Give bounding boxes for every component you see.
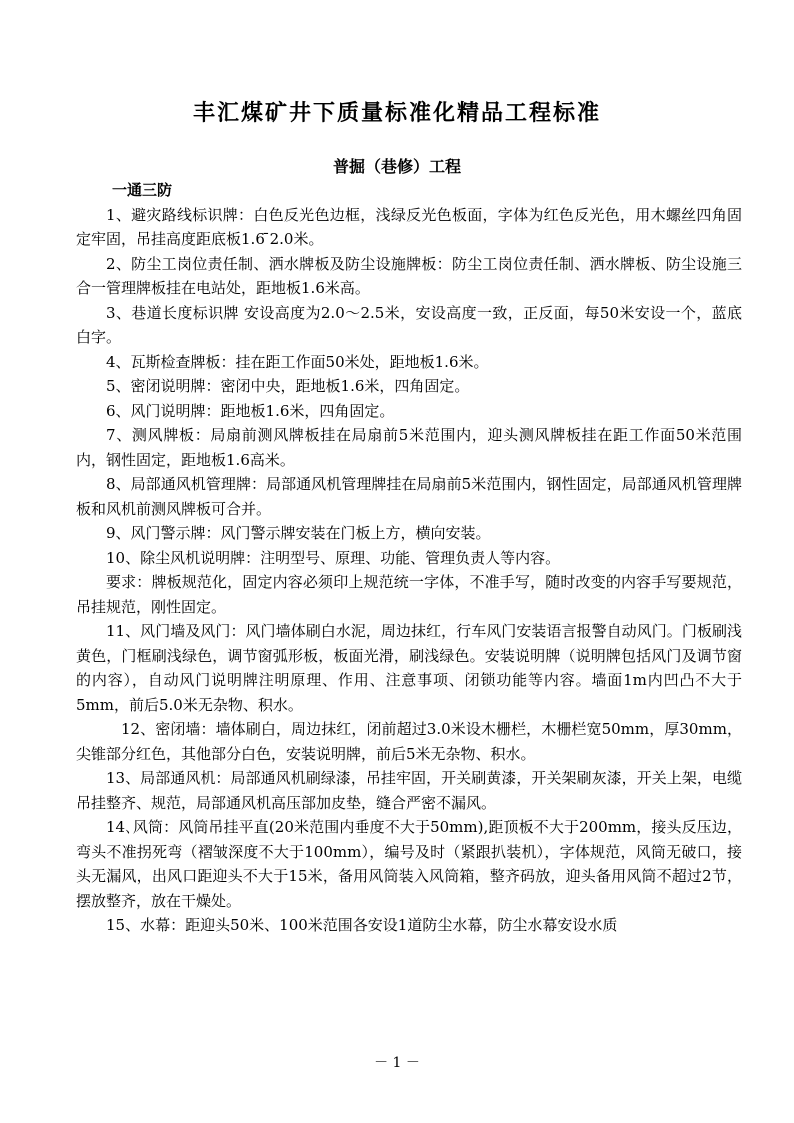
document-title: 丰汇煤矿井下质量标准化精品工程标准 (192, 100, 601, 126)
paragraph-5: 5、密闭说明牌：密闭中央，距地板1.6米，四角固定。 (106, 377, 470, 395)
paragraph-13: 13、局部通风机：局部通风机刷绿漆，吊挂牢固，开关刷黄漆，开关架刷灰漆，开关上架，电缆吊挂整齐、规范，局部通风机高压部加皮垫，缝合严密不漏风。 (76, 769, 742, 812)
section-heading: 一通三防 (112, 181, 173, 199)
paragraph-12: 12、密闭墙：墙体刷白，周边抹红，闭前超过3.0米设木栅栏，木栅栏宽50mm，厚30mm，尖锥部分红色，其他部分白色，安装说明牌，前后5米无杂物、积水。 (76, 720, 742, 763)
paragraph-7: 7、测风牌板：局扇前测风牌板挂在局扇前5米范围内，迎头测风牌板挂在距工作面50米范围内，钢性固定，距地板1.6高米。 (76, 426, 742, 469)
document-body (76, 178, 742, 938)
paragraph-15: 15、水幕：距迎头50米、100米范围各安设1道防尘水幕，防尘水幕安设水质 (106, 916, 618, 934)
paragraph-11: 11、风门墙及风门：风门墙体刷白水泥，周边抹红，行车风门安装语言报警自动风门。门板刷浅黄色，门框刷浅绿色，调节窗弧形板，板面光滑，刷浅绿色。安装说明牌（说明牌包括风门及调节窗的内容），自动风门说明牌注明原理、作用、注意事项、闭锁功能等内容。墙面1m内凹凸不大于5mm，前后5.0米无杂物、积水。 (76, 622, 742, 714)
paragraph-4: 4、瓦斯检查牌板：挂在距工作面50米处，距地板1.6米。 (106, 352, 489, 371)
paragraph-requirements: 要求：牌板规范化，固定内容必须印上规范统一字体，不准手写，随时改变的内容手写要规范，吊挂规范，刚性固定。 (76, 573, 742, 616)
document-subtitle: 普掘（巷修）工程 (332, 157, 461, 176)
paragraph-8: 8、局部通风机管理牌：局部通风机管理牌挂在局扇前5米范围内，钢性固定，局部通风机管理牌板和风机前测风牌板可合并。 (76, 475, 742, 518)
paragraph-3: 3、巷道长度标识牌 安设高度为2.0～2.5米，安设高度一致，正反面，每50米安设一个，蓝底白字。 (76, 303, 742, 346)
paragraph-6: 6、风门说明牌：距地板1.6米，四角固定。 (106, 401, 395, 420)
page-number: － 1 － (374, 1055, 420, 1071)
paragraph-14: 14､风筒：风筒吊挂平直(20米范围内垂度不大于50mm),距顶板不大于200mm，接头反压边，弯头不准拐死弯（褶皱深度不大于100mm），编号及时（紧跟扒装机），字体规范，风筒无破口，接头无漏风，出风口距迎头不大于15米，备用风筒装入风筒箱，整齐码放，迎头备用风筒不超过2节，摆放整齐，放在干燥处。 (76, 818, 742, 910)
paragraph-9: 9、风门警示牌：风门警示牌安装在门板上方，横向安装。 (106, 524, 491, 542)
paragraph-1: 1、避灾路线标识牌：白色反光色边框，浅绿反光色板面，字体为红色反光色，用木螺丝四角固定牢固，吊挂高度距底板1.6 ̄2.0米。 (76, 205, 742, 248)
paragraph-2: 2、防尘工岗位责任制、洒水牌板及防尘设施牌板：防尘工岗位责任制、洒水牌板、防尘设施三合一管理牌板挂在电站处，距地板1.6米高。 (76, 254, 742, 297)
paragraph-10: 10、除尘风机说明牌：注明型号、原理、功能、管理负责人等内容。 (106, 548, 561, 567)
